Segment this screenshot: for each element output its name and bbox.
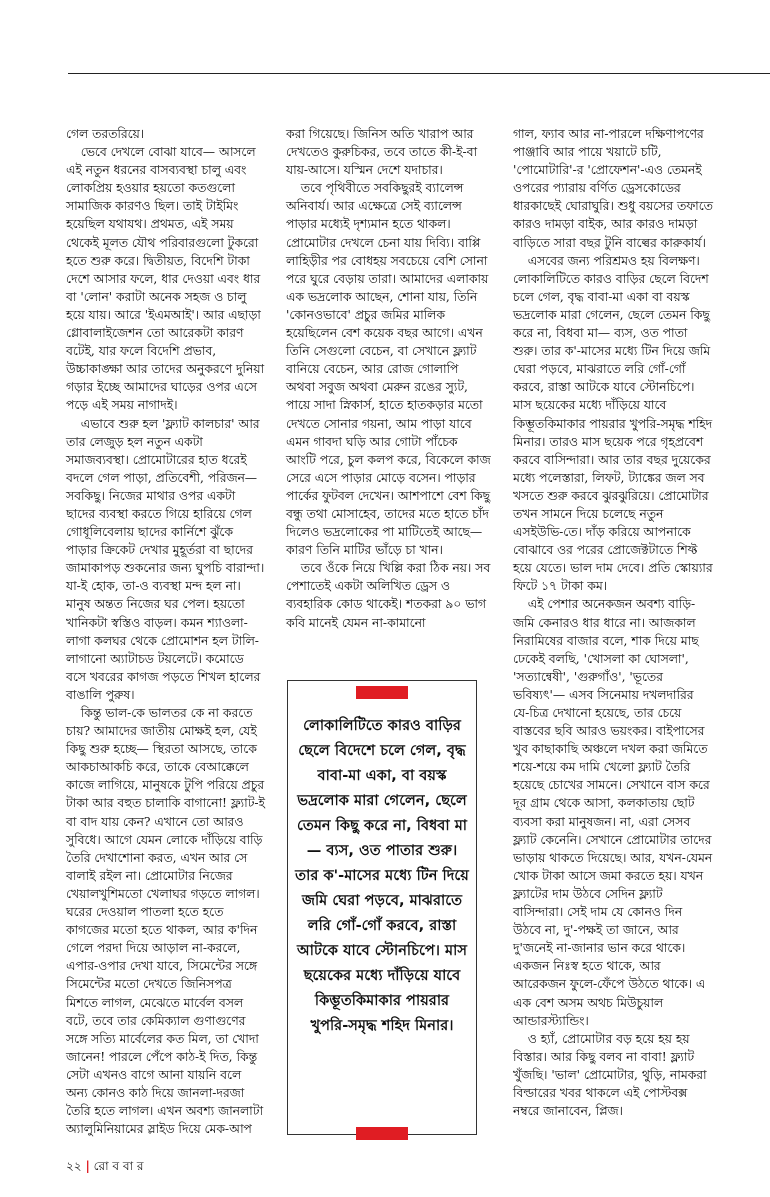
pull-quote-accent-bar	[356, 686, 408, 699]
article-column-1	[66, 125, 266, 1137]
article-column-3	[513, 125, 713, 1125]
footer-separator: |	[85, 1159, 90, 1173]
paragraph: কিন্তু ভাল-কে ভালতর কে না করতে চায়? আমাদের জাতীয় মোক্ষই হল, যেই কিছু শুরু হচ্ছে— স্থিরতা আসছে, তাকে আকচাআকচি করে, তাকে বেআক্কেলে কাজে লাগিয়ে, মানুষকে টুপি পরিয়ে প্রচুর টাকা আর বহুত চালাকি বাগানো! ফ্ল্যাট-ই বা বাদ যায় কেন? এখানে তো আরও সুবিধে। আগে যেমন লোকে দাঁড়িয়ে বাড়ি তৈরি দেখাশোনা করত, এখন আর সে বালাই রইল না। প্রোমোটার নিজের খেয়ালখুশিমতো খেলাঘর গড়তে লাগল। ঘরের দেওয়াল পাতলা হতে হতে কাগজের মতো হতে থাকল, আর ক'দিন গেলে পরদা দিয়ে আড়াল না-করলে, এপার-ওপার দেখা যাবে, সিমেন্টের সঙ্গে সিমেন্টের মতো দেখতে জিনিসপত্র মিশতে লাগল, মেঝেতে মার্বেল বসল বটে, তবে তার কেমিক্যাল গুণাগুণের সঙ্গে সত্যি মার্বেলের কত মিল, তা খোদা জানেন! পারলে পেঁপে কাঠ-ই দিত, কিন্তু সেটা এখনও বাগে আনা যায়নি বলে অন্য কোনও কাঠ দিয়ে জানলা-দরজা তৈরি হতে লাগল। এখন অবশ্য জানলাটা অ্যালুমিনিয়ামের স্লাইড দিয়ে মেক-আপ	[66, 706, 265, 1137]
article-column-2	[286, 125, 491, 673]
paragraph: এভাবে শুরু হল 'ফ্ল্যাট কালচার' আর তার লেজুড় হল নতুন একটা সমাজব্যবস্থা। প্রোমোটারের হাত ধরেই বদলে গেল পাড়া, প্রতিবেশী, পরিজন— সবকিছু। নিজের মাথার ওপর একটা ছাদের ব্যবস্থা করতে গিয়ে হারিয়ে গেল গোধূলিবেলায় ছাদের কার্নিশে ঝুঁকে পাড়ার ক্রিকেট দেখার মুহূর্তরা বা ছাদের জামাকাপড় শুকনোর জন্য ঘুপচি বারান্দা। যা-ই হোক, তা-ও ব্যবস্থা মন্দ হল না। মানুষ অন্তত নিজের ঘর পেল। হয়তো খানিকটা স্বস্তিও বাড়ল। কমন শ্যাওলা-লাগা কলঘর থেকে প্রোমোশন হল টালি-লাগানো অ্যাটাচড টয়লেটে। কমোডে বসে খবরের কাগজ পড়তে শিখল হালের বাঙালি পুরুষ।	[66, 416, 265, 702]
paragraph: করা গিয়েছে। জিনিস অতি খারাপ আর দেখতেও কুরুচিকর, তবে তাতে কী-ই-বা যায়-আসে। যস্মিন দেশে যদাচার।	[286, 127, 478, 178]
paragraph: তবে ওঁকে নিয়ে খিল্লি করা ঠিক নয়। সব পেশাতেই একটা অলিখিত ড্রেস ও ব্যবহারিক কোড থাকেই। শতকরা ৯০ ভাগ কবি মানেই যেমন না-কামানো	[286, 561, 491, 630]
paragraph: গেল তরতরিয়ে।	[66, 127, 145, 141]
paragraph: তবে পৃথিবীতে সবকিছুরই ব্যালেন্স অনিবার্য। আর এক্ষেত্রে সেই ব্যালেন্স পাড়ার মধ্যেই দৃশ্যমান হতে থাকল। প্রোমোটার দেখলে চেনা যায় দিব্যি। বাপ্পি লাহিড়ীর পর বোধহয় সবচেয়ে বেশি সোনা পরে ঘুরে বেড়ায় তারা। আমাদের এলাকায় এক ভদ্রলোক আছেন, শোনা যায়, তিনি 'কোনওভাবে' প্রচুর জমির মালিক হয়েছিলেন বেশ কয়েক বছর আগে। এখন তিনি সেগুলো বেচেন, বা সেখানে ফ্ল্যাট বানিয়ে বেচেন, আর রোজ গোলাপি অথবা সবুজ অথবা মেরুন রঙের স্যুট, পায়ে সাদা স্নিকার্স, হাতে হাতকড়ার মতো দেখতে সোনার গয়না, আম পাড়া যাবে এমন গাবদা ঘড়ি আর গোটা পাঁচেক আংটি পরে, চুল কলপ করে, বিকেলে কাজ সেরে এসে পাড়ার মোড়ে বসেন। পাড়ার পার্কের ফুটবল দেখেন। আশপাশে বেশ কিছু বন্ধু তথা মোসাহেব, তাদের মতে হাতে চাঁদ দিলেও ভদ্রলোকের পা মাটিতেই আছে— কারণ তিনি মাটির ভাঁড়ে চা খান।	[286, 181, 491, 558]
magazine-name: রো ব বা র	[93, 1159, 144, 1173]
pull-quote-accent-bar	[356, 1127, 408, 1140]
paragraph: ও হ্যাঁ, প্রোমোটার বড় হয়ে হয় হয় বিস্তার। আর কিছু বলব না বাবা! ফ্ল্যাট খুঁজছি। 'ভাল' প্রোমোটার, থুড়ি, নামকরা বিল্ডারের খবর থাকলে এই পোস্টবক্স নম্বরে জানাবেন, প্লিজ।	[513, 1031, 707, 1119]
page-number: ২২	[66, 1159, 82, 1173]
paragraph: গাল, ফ্যাব আর না-পারলে দক্ষিণাপণের পাঞ্জাবি আর পায়ে খয়াটে চটি, 'পোমোটারি'-র 'প্রোফেশন'-এও তেমনই ওপরের প্যারায় বর্ণিত ড্রেসকোডের ধারকাছেই ঘোরাঘুরি। শুধু বয়সের তফাতে কারও দামড়া বাইক, আর কারও দামড়া বাড়িতে সারা বছর টুনি বাল্বের কারুকার্য।	[513, 127, 713, 250]
paragraph: ভেবে দেখলে বোঝা যাবে— আসলে এই নতুন ধরনের বাসব্যবস্থা চালু এবং লোকপ্রিয় হওয়ার হয়তো কতগুলো সামাজিক কারণও ছিল। তাই টাইমিং হয়েছিল যথাযথ। প্রথমত, এই সময় থেকেই মূলত যৌথ পরিবারগুলো টুকরো হতে শুরু করে। দ্বিতীয়ত, বিদেশি টাকা দেশে আসার ফলে, ধার দেওয়া এবং ধার বা 'লোন' করাটা অনেক সহজ ও চালু হয়ে যায়। আরে 'ইএমআই'। আর এছাড়া গ্লোবালাইজেশন তো আরেকটা কারণ বটেই, যার ফলে বিদেশি প্রভাব, উচ্চাকাঙ্ক্ষা আর তাদের অনুকরণে দুনিয়া গড়ার ইচ্ছে আমাদের ঘাড়ের ওপর এসে পড়ে এই সময় নাগাদই।	[66, 145, 265, 413]
page-footer	[66, 1158, 144, 1178]
header-rule	[68, 73, 770, 74]
paragraph: এসবের জন্য পরিশ্রমও হয় বিলক্ষণ। লোকালিটিতে কারও বাড়ির ছেলে বিদেশ চলে গেল, বৃদ্ধ বাবা-মা একা বা বয়স্ক ভদ্রলোক মারা গেলেন, ছেলে তেমন কিছু করে না, বিধবা মা— ব্যস, ওত পাতা শুরু। তার ক'-মাসের মধ্যে টিন দিয়ে জমি ঘেরা পড়বে, মাঝরাতে লরি গোঁ-গোঁ করবে, রাস্তা আটকে যাবে স্টোনচিপে। মাস ছয়েকের মধ্যে দাঁড়িয়ে যাবে কিম্ভূতকিমাকার পায়রার খুপরি-সমৃদ্ধ শহিদ মিনার। তারও মাস ছয়েক পরে গৃহপ্রবেশ করবে বাসিন্দারা। আর তার বছর দুয়েকের মধ্যে পলেস্তারা, লিফট, ট্যাঙ্কের জল সব খসতে শুরু করবে ঝুরঝুরিয়ে। প্রোমোটার তখন সামনে দিয়ে চলেছে নতুন এসইউভি-তে। দাঁড় করিয়ে আপনাকে বোঝাবে ওর পরের প্রোজেক্টটাতে শিফ্ট হয়ে যেতে। ভাল দাম দেবে। প্রতি স্কোয়্যার ফিটে ১৭ টাকা কম।	[513, 253, 713, 594]
pull-quote-text: লোকালিটিতে কারও বাড়ির ছেলে বিদেশে চলে গেল, বৃদ্ধ বাবা-মা একা, বা বয়স্ক ভদ্রলোক মারা গেলেন, ছেলে তেমন কিছু করে না, বিধবা মা— ব্যস, ওত পাতার শুরু। তার ক'-মাসের মধ্যে টিন দিয়ে জমি ঘেরা পড়বে, মাঝরাতে লরি গোঁ-গোঁ করবে, রাস্তা আটকে যাবে স্টোনচিপে। মাস ছয়েকের মধ্যে দাঁড়িয়ে যাবে কিম্ভূতকিমাকার পায়রার খুপরি-সমৃদ্ধ শহিদ মিনার।	[295, 717, 469, 1034]
paragraph: এই পেশার অনেকজন অবশ্য বাড়ি-জমি কেনারও ধার ধারে না। আজকাল নিরামিষের বাজার বলে, শাক দিয়ে মাছ ঢেকেই বলছি, 'খোসলা কা ঘোসলা', 'সত্যান্বেষী', 'গুরুগাঁও', 'ভূতের ভবিষ্যৎ'— এসব সিনেমায় দখলদারির যে-চিত্র দেখানো হয়েছে, তার চেয়ে বাস্তবের ছবি আরও ভয়ংকর। বাইপাসের খুব কাছাকাছি অঞ্চলে দখল করা জমিতে শয়ে-শয়ে কম দামি খেলো ফ্ল্যাট তৈরি হয়েছে চোখের সামনে। সেখানে বাস করে দূর গ্রাম থেকে আসা, কলকাতায় ছোট ব্যবসা করা মানুষজন। না, এরা সেসব ফ্ল্যাট কেনেনি। সেখানে প্রোমোটার তাদের ভাড়ায় থাকতে দিয়েছে। আর, যখন-যেমন খোক টাকা আসে জমা করতে হয়। যখন ফ্ল্যাটের দাম উঠবে সেদিন ফ্ল্যাট বাসিন্দারা। সেই দাম যে কোনও দিন উঠবে না, দু'-পক্ষই তা জানে, আর দু'জনেই না-জানার ভান করে থাকে। একজন নিঃস্ব হতে থাকে, আর আরেকজন ফুলে-ফেঁপে উঠতে থাকে। এ এক বেশ অসম অথচ মিউচুয়াল আন্ডারস্ট্যান্ডিং।	[513, 597, 713, 1028]
pull-quote-box	[287, 680, 477, 1135]
